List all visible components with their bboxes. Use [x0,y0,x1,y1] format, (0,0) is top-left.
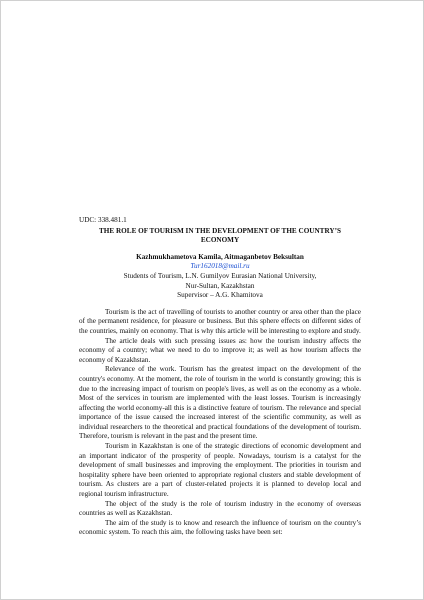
body-paragraph: The aim of the study is to know and research the influence of tourism on the country’s economic system. To reach this aim, the following tasks have been set: [79,518,361,537]
body-paragraph: Tourism is the act of travelling of tourists to another country or area other than the place of the permanent residence, for pleasure or business. But this sphere effects on different sides of the countries, mainly on economy. That is why this article will be interesting to explore and study. [79,307,361,335]
body-paragraph: The article deals with such pressing issues as: how the tourism industry affects the economy of a country; what we need to do to improve it; as well as how tourism affects the economy of Kazakhstan. [79,336,361,364]
body-paragraph: Tourism in Kazakhstan is one of the strategic directions of economic development and an important indicator of the prosperity of people. Nowadays, tourism is a catalyst for the development of small businesses and improving the employment. The priorities in tourism and hospitality sphere have been oriented to appropriate regional clusters and stable development of tourism. As clusters are a part of cluster-related projects it is planned to develop local and regional tourism infrastructure. [79,442,361,499]
affiliation: Students of Tourism, L.N. Gumilyov Eurasian National University, [123,271,317,280]
supervisor: Supervisor – A.G. Khamitova [177,291,263,300]
article-title: THE ROLE OF TOURISM IN THE DEVELOPMENT OF THE COUNTRY’S ECONOMY [99,226,341,245]
author-email-link[interactable]: Tur162018@mail.ru [190,262,250,271]
body-paragraph: Relevance of the work. Tourism has the greatest impact on the development of the country's economy. At the moment, the role of tourism in the world is constantly growing; this is due to the increasing impact of tourism on people's lives, as well as on the economy as a whole. Most of the services in tourism are implemented with the least losses. Tourism is increasingly affecting the world economy-all this is a distinctive feature of tourism. The relevance and special importance of the issue caused the increased interest of the scientific community, as well as individual researchers to the theoretical and practical foundations of the development of tourism. Therefore, tourism is relevant in the past and the present time. [79,365,361,441]
article-content [79,216,361,538]
udc-code: UDC: 338.481.1 [79,216,127,224]
location: Nur-Sultan, Kazakhstan [185,281,255,290]
author-names: Kazhmukhametova Kamila, Aitmaganbetov Beksultan [136,252,304,261]
body-paragraph: The object of the study is the role of tourism industry in the economy of overseas countries as well as Kazakhstan. [79,499,361,518]
